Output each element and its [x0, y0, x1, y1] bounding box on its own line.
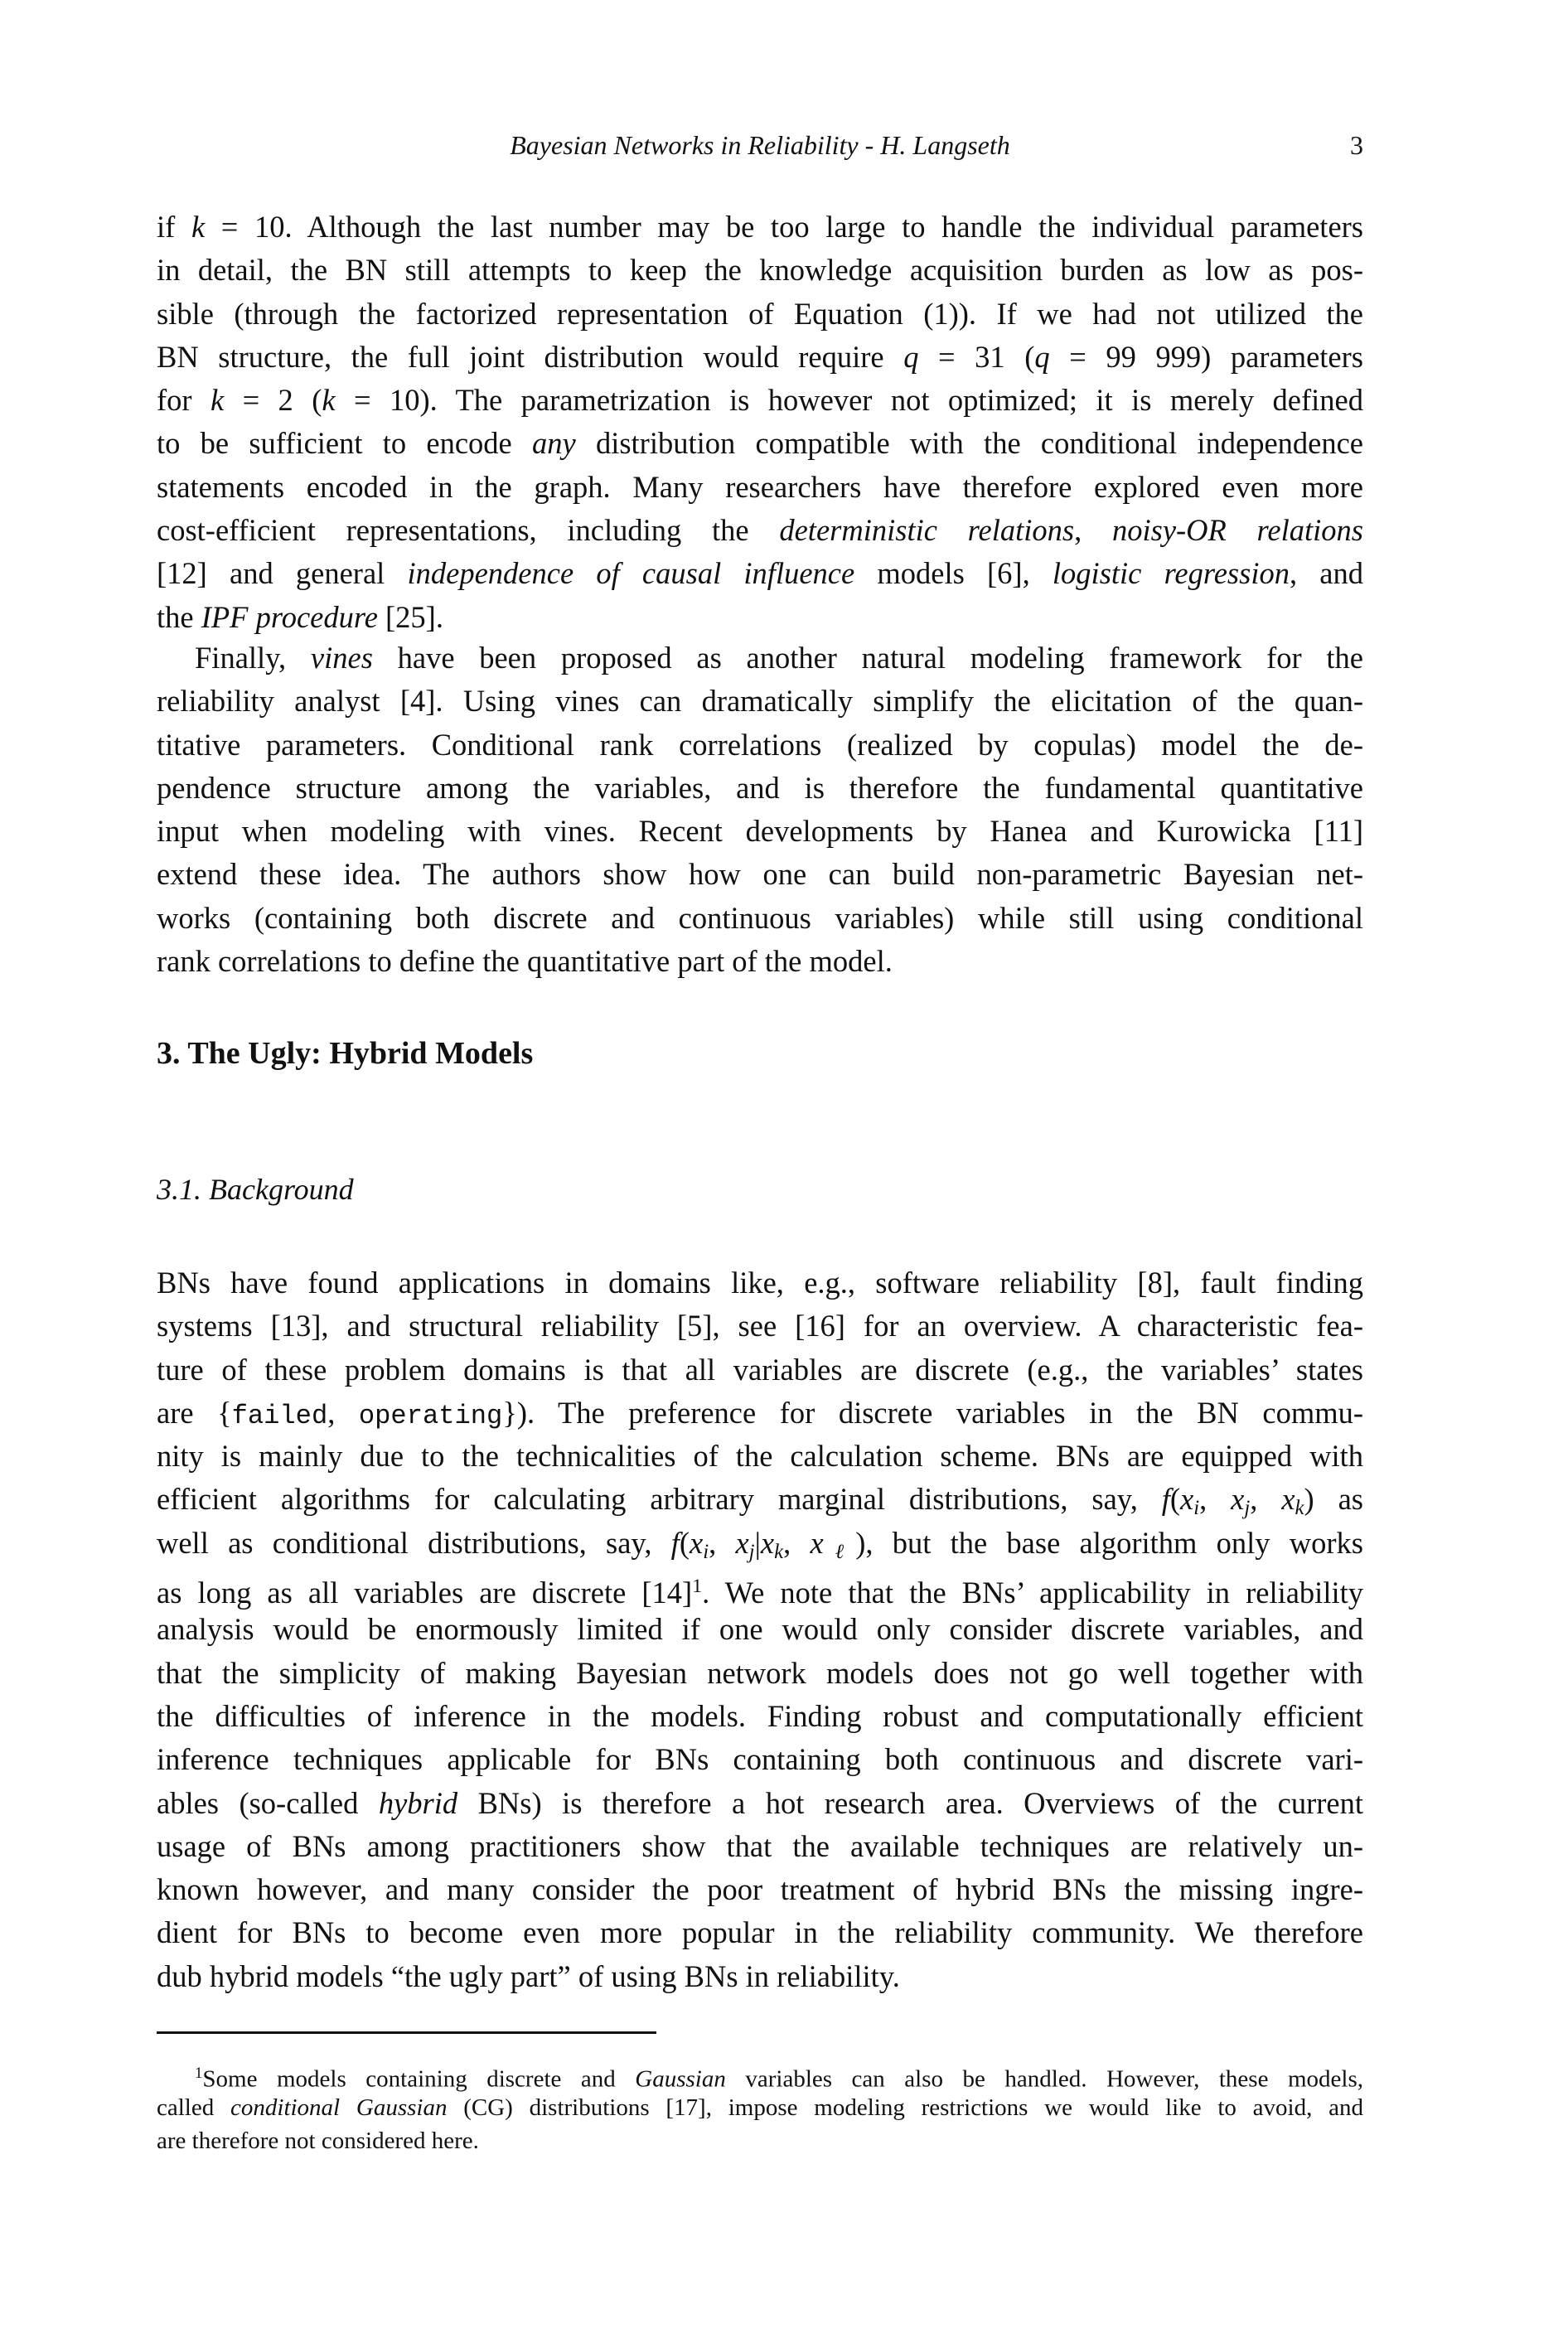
page-number: 3 — [1350, 130, 1363, 160]
text-run: pendence structure among the variables, and is therefore the fundamental quantitative — [157, 770, 1363, 805]
text-run: [12] and general — [157, 556, 408, 591]
text-run: efficient algorithms for calculating arbitrary marginal distributions, say, — [157, 1482, 1162, 1517]
text-run: reliability analyst [4]. Using vines can dramatically simplify the elicitation of the quan- — [157, 684, 1363, 719]
text-run: f — [670, 1525, 680, 1560]
text-line — [157, 810, 1363, 853]
footnote-marker: 1 — [692, 1576, 703, 1598]
subscript: i — [1193, 1497, 1200, 1520]
text-run: if — [157, 210, 191, 244]
text-run: = 10. Although the last number may be too large to handle the individual parameters — [205, 210, 1364, 244]
text-run: [25]. — [377, 599, 443, 634]
text-run: q — [1034, 339, 1050, 374]
text-run: ( — [1169, 1482, 1181, 1517]
text-run: are { — [157, 1395, 232, 1430]
text-line — [157, 2057, 1363, 2091]
text-line — [157, 1738, 1363, 1781]
text-run: input when modeling with vines. Recent developments by Hanea and Kurowicka [11] — [157, 814, 1363, 849]
text-run: x — [1180, 1482, 1194, 1517]
text-run: titative parameters. Conditional rank correlations (realized by copulas) model the de- — [157, 727, 1363, 762]
text-run: , — [783, 1525, 811, 1560]
running-header — [157, 124, 1363, 166]
text-run: cost-efficient representations, including the — [157, 513, 780, 548]
text-run: IPF procedure — [201, 599, 378, 634]
text-run: }). The preference for discrete variables in the BN commu- — [502, 1395, 1363, 1430]
text-run: ) as — [1304, 1482, 1363, 1517]
text-run: x — [1231, 1482, 1245, 1517]
text-line — [157, 422, 1363, 465]
footnote — [157, 2057, 1363, 2158]
text-line — [157, 2091, 1363, 2125]
paragraph-vines — [157, 637, 1363, 983]
text-run: known however, and many consider the poor treatment of hybrid BNs the missing ingre- — [157, 1872, 1363, 1907]
text-line — [157, 206, 1363, 249]
text-run: the difficulties of inference in the models. Finding robust and computationally efficient — [157, 1698, 1363, 1733]
text-line — [157, 2124, 1363, 2158]
running-title: Bayesian Networks in Reliability - H. Langseth — [510, 130, 1010, 160]
text-run: . We note that the BNs’ applicability in reliability — [702, 1576, 1363, 1610]
text-run: in detail, the BN still attempts to keep the knowledge acquisition burden as low as pos- — [157, 253, 1363, 288]
text-line — [157, 596, 1363, 639]
subscript: j — [1244, 1497, 1251, 1520]
paragraph-parametrization — [157, 206, 1363, 639]
text-line — [157, 724, 1363, 767]
footnote-rule — [157, 2031, 656, 2034]
text-line — [157, 1261, 1363, 1305]
text-line — [157, 1305, 1363, 1348]
text-line — [157, 1782, 1363, 1825]
text-line — [157, 1695, 1363, 1738]
text-line — [157, 249, 1363, 292]
text-run: Some models containing discrete and — [202, 2065, 636, 2093]
text-run: well as conditional distributions, say, — [157, 1525, 671, 1560]
text-run: k — [322, 383, 336, 418]
text-line — [157, 466, 1363, 509]
text-run: f — [1161, 1482, 1170, 1517]
text-line — [157, 293, 1363, 336]
text-run: dub hybrid models “the ugly part” of using BNs in reliability. — [157, 1958, 900, 1993]
text-run: rank correlations to define the quantitative part of the model. — [157, 944, 893, 979]
text-line — [157, 1955, 1363, 1998]
subscript: k — [774, 1540, 784, 1563]
text-line — [157, 940, 1363, 983]
text-line — [157, 767, 1363, 810]
text-run: | — [754, 1525, 761, 1560]
subsection-heading: 3.1. Background — [157, 1173, 354, 1206]
text-line — [157, 1478, 1363, 1521]
text-line — [157, 853, 1363, 896]
text-line — [157, 637, 1363, 680]
text-run: called — [157, 2094, 231, 2121]
text-run: logistic regression — [1052, 556, 1290, 591]
text-run: ables (so-called — [157, 1785, 379, 1820]
text-run: the — [157, 599, 201, 634]
text-line — [157, 1522, 1363, 1565]
text-line — [157, 1608, 1363, 1651]
text-run: statements encoded in the graph. Many researchers have therefore explored even more — [157, 469, 1363, 504]
text-run: models [6], — [854, 556, 1053, 591]
text-run: systems [13], and structural reliability [5], see [16] for an overview. A characteristic fea- — [157, 1309, 1363, 1343]
text-run: as long as all variables are discrete [14] — [157, 1576, 693, 1610]
text-run: x — [810, 1525, 824, 1560]
text-run: dient for BNs to become even more popular in the reliability community. We therefore — [157, 1915, 1363, 1950]
text-run: k — [210, 383, 225, 418]
text-run: works (containing both discrete and continuous variables) while still using conditional — [157, 900, 1363, 935]
text-run: Gaussian — [635, 2065, 726, 2093]
text-run: k — [191, 210, 206, 244]
text-run: failed — [231, 1400, 328, 1431]
text-run: BNs) is therefore a hot research area. Overviews of the current — [457, 1785, 1363, 1820]
footnote-marker: 1 — [195, 2065, 203, 2082]
text-run: x — [1281, 1482, 1295, 1517]
text-run: distribution compatible with the conditional independence — [575, 426, 1363, 461]
text-run: usage of BNs among practitioners show that the available techniques are relatively un- — [157, 1828, 1363, 1863]
text-line — [157, 1565, 1363, 1608]
subscript: j — [748, 1540, 755, 1563]
text-run: sible (through the factorized representation of Equation (1)). If we had not utilized the — [157, 296, 1363, 331]
text-run: for — [157, 383, 211, 418]
text-run: q — [903, 339, 919, 374]
subscript: k — [1295, 1497, 1304, 1520]
text-run: any — [532, 426, 576, 461]
text-line — [157, 897, 1363, 940]
text-run: deterministic relations — [779, 513, 1075, 548]
text-run: = 31 ( — [918, 339, 1035, 374]
text-run: , and — [1289, 556, 1364, 591]
text-run: , — [1250, 1482, 1282, 1517]
text-run: nity is mainly due to the technicalities of the calculation scheme. BNs are equipped with — [157, 1439, 1363, 1474]
text-run: inference techniques applicable for BNs containing both continuous and discrete vari- — [157, 1742, 1363, 1777]
text-run: extend these idea. The authors show how one can build non-parametric Bayesian net- — [157, 857, 1363, 892]
text-run: ), but the base algorithm only works — [855, 1525, 1364, 1560]
text-run: are therefore not considered here. — [157, 2128, 479, 2154]
text-line — [157, 1911, 1363, 1954]
text-line — [157, 1652, 1363, 1695]
text-line — [157, 1348, 1363, 1392]
text-run: noisy-OR relations — [1111, 513, 1363, 548]
text-run: hybrid — [378, 1785, 458, 1820]
text-run: , — [1199, 1482, 1232, 1517]
text-run: (CG) distributions [17], impose modeling restrictions we would like to avoid, and — [447, 2094, 1364, 2121]
section-heading: 3. The Ugly: Hybrid Models — [157, 1036, 534, 1071]
subscript: i — [703, 1540, 709, 1563]
text-run: x — [689, 1525, 704, 1560]
text-run: = 2 ( — [224, 383, 322, 418]
text-run: to be sufficient to encode — [157, 426, 532, 461]
text-line — [157, 1435, 1363, 1478]
text-line — [157, 509, 1363, 552]
text-line — [157, 336, 1363, 379]
text-run: , — [327, 1395, 359, 1430]
text-run: analysis would be enormously limited if one would only consider discrete variables, and — [157, 1612, 1363, 1647]
text-line — [157, 680, 1363, 723]
text-run: Finally, — [195, 641, 311, 675]
text-line — [157, 552, 1363, 595]
text-run: ture of these problem domains is that all variables are discrete (e.g., the variables’ states — [157, 1352, 1363, 1387]
text-run: independence of causal influence — [407, 556, 855, 591]
text-run: operating — [358, 1400, 503, 1431]
paragraph-background — [157, 1261, 1363, 1998]
text-run: that the simplicity of making Bayesian network models does not go well together with — [157, 1655, 1363, 1690]
text-run: x — [760, 1525, 775, 1560]
text-run: conditional Gaussian — [230, 2094, 448, 2121]
text-line — [157, 379, 1363, 422]
text-run: variables can also be handled. However, these models, — [725, 2065, 1363, 2093]
text-run: = 10). The parametrization is however not optimized; it is merely defined — [335, 383, 1364, 418]
text-run: , — [1074, 513, 1112, 548]
text-line — [157, 1868, 1363, 1911]
text-run: BNs have found applications in domains like, e.g., software reliability [8], fault finding — [157, 1266, 1363, 1300]
text-run: , — [709, 1525, 736, 1560]
text-line — [157, 1392, 1363, 1435]
text-run: vines — [310, 641, 373, 675]
subscript: ℓ — [823, 1540, 856, 1563]
text-line — [157, 1825, 1363, 1868]
text-run: x — [735, 1525, 749, 1560]
text-run: = 99 999) parameters — [1049, 339, 1363, 374]
text-run: have been proposed as another natural modeling framework for the — [372, 641, 1363, 675]
text-run: BN structure, the full joint distribution would require — [157, 339, 904, 374]
text-run: ( — [679, 1525, 690, 1560]
